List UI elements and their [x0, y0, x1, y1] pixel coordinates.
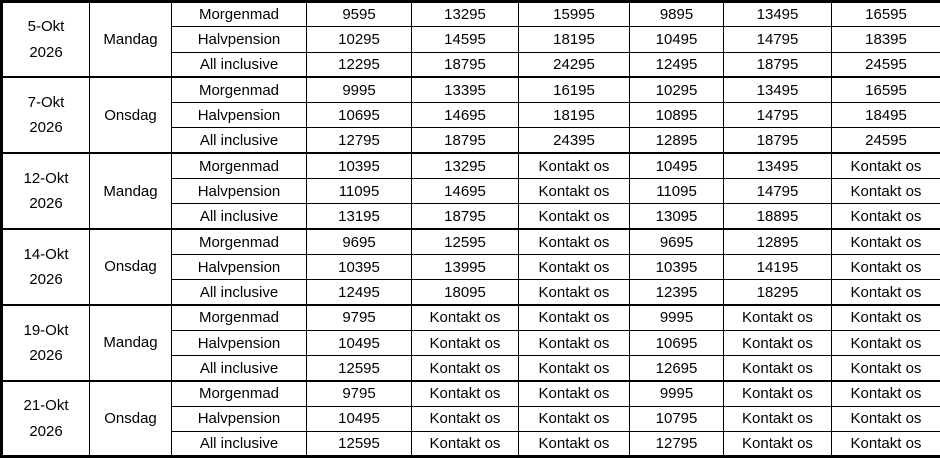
price-cell: 18195	[519, 27, 630, 52]
contact-us-cell: Kontakt os	[832, 356, 940, 381]
contact-us-cell: Kontakt os	[412, 381, 519, 406]
meal-plan-cell: Halvpension	[172, 406, 307, 431]
price-cell: 18295	[724, 280, 832, 305]
price-cell: 12895	[724, 229, 832, 254]
price-cell: 13195	[307, 204, 412, 229]
weekday-cell	[90, 153, 172, 229]
table-row	[2, 153, 940, 178]
weekday-label: Onsdag	[90, 406, 171, 431]
contact-us-cell: Kontakt os	[832, 305, 940, 330]
price-cell: 10495	[630, 27, 724, 52]
contact-us-cell: Kontakt os	[519, 432, 630, 457]
weekday-label: Mandag	[90, 330, 171, 355]
meal-plan-cell: Halvpension	[172, 330, 307, 355]
price-cell: 10295	[307, 27, 412, 52]
date-year: 2026	[3, 191, 89, 216]
contact-us-cell: Kontakt os	[724, 330, 832, 355]
contact-us-cell: Kontakt os	[412, 330, 519, 355]
contact-us-cell: Kontakt os	[832, 381, 940, 406]
contact-us-cell: Kontakt os	[832, 229, 940, 254]
price-cell: 24595	[832, 52, 940, 77]
price-cell: 9995	[307, 77, 412, 102]
weekday-cell	[90, 381, 172, 457]
date-year: 2026	[3, 419, 89, 444]
price-cell: 12395	[630, 280, 724, 305]
price-cell: 18095	[412, 280, 519, 305]
meal-plan-cell: All inclusive	[172, 52, 307, 77]
price-cell: 12795	[307, 128, 412, 153]
price-cell: 13095	[630, 204, 724, 229]
price-cell: 10895	[630, 103, 724, 128]
price-cell: 18795	[412, 52, 519, 77]
meal-plan-cell: Morgenmad	[172, 381, 307, 406]
price-cell: 14695	[412, 179, 519, 204]
price-cell: 12495	[630, 52, 724, 77]
date-day-month: 7-Okt	[3, 90, 89, 115]
contact-us-cell: Kontakt os	[412, 432, 519, 457]
contact-us-cell: Kontakt os	[832, 179, 940, 204]
price-cell: 18795	[412, 204, 519, 229]
date-day-month: 14-Okt	[3, 242, 89, 267]
date-cell	[2, 305, 90, 381]
price-cell: 9595	[307, 2, 412, 27]
contact-us-cell: Kontakt os	[832, 153, 940, 178]
price-cell: 18795	[724, 52, 832, 77]
meal-plan-cell: All inclusive	[172, 356, 307, 381]
contact-us-cell: Kontakt os	[832, 204, 940, 229]
meal-plan-cell: Morgenmad	[172, 305, 307, 330]
meal-plan-cell: Morgenmad	[172, 2, 307, 27]
price-cell: 10495	[630, 153, 724, 178]
date-cell	[2, 229, 90, 305]
price-cell: 10795	[630, 406, 724, 431]
weekday-cell	[90, 305, 172, 381]
meal-plan-cell: All inclusive	[172, 280, 307, 305]
date-day-month: 19-Okt	[3, 318, 89, 343]
weekday-cell	[90, 77, 172, 153]
weekday-label: Onsdag	[90, 254, 171, 279]
price-cell: 10395	[307, 153, 412, 178]
meal-plan-cell: Morgenmad	[172, 153, 307, 178]
meal-plan-cell: Halvpension	[172, 179, 307, 204]
price-cell: 14795	[724, 27, 832, 52]
contact-us-cell: Kontakt os	[519, 153, 630, 178]
price-cell: 9695	[307, 229, 412, 254]
price-cell: 10295	[630, 77, 724, 102]
meal-plan-cell: Halvpension	[172, 254, 307, 279]
contact-us-cell: Kontakt os	[519, 280, 630, 305]
date-cell	[2, 153, 90, 229]
price-cell: 10495	[307, 406, 412, 431]
price-cell: 10695	[307, 103, 412, 128]
price-cell: 10695	[630, 330, 724, 355]
price-cell: 18495	[832, 103, 940, 128]
contact-us-cell: Kontakt os	[519, 305, 630, 330]
price-cell: 24395	[519, 128, 630, 153]
contact-us-cell: Kontakt os	[412, 356, 519, 381]
price-cell: 13295	[412, 153, 519, 178]
table-row	[2, 2, 940, 27]
weekday-label: Onsdag	[90, 103, 171, 128]
price-cell: 9795	[307, 305, 412, 330]
meal-plan-cell: All inclusive	[172, 432, 307, 457]
weekday-cell	[90, 229, 172, 305]
price-table-body	[2, 2, 940, 457]
price-cell: 12495	[307, 280, 412, 305]
price-cell: 16195	[519, 77, 630, 102]
date-cell	[2, 381, 90, 457]
price-cell: 13495	[724, 2, 832, 27]
date-year: 2026	[3, 343, 89, 368]
price-cell: 15995	[519, 2, 630, 27]
price-cell: 11095	[630, 179, 724, 204]
price-cell: 12595	[307, 356, 412, 381]
price-cell: 14195	[724, 254, 832, 279]
contact-us-cell: Kontakt os	[519, 179, 630, 204]
price-cell: 14595	[412, 27, 519, 52]
contact-us-cell: Kontakt os	[832, 280, 940, 305]
meal-plan-cell: All inclusive	[172, 128, 307, 153]
table-row	[2, 305, 940, 330]
contact-us-cell: Kontakt os	[519, 330, 630, 355]
price-cell: 13495	[724, 153, 832, 178]
price-cell: 14795	[724, 179, 832, 204]
contact-us-cell: Kontakt os	[832, 406, 940, 431]
date-day-month: 5-Okt	[3, 14, 89, 39]
price-cell: 18195	[519, 103, 630, 128]
price-cell: 24295	[519, 52, 630, 77]
date-year: 2026	[3, 40, 89, 65]
price-cell: 13995	[412, 254, 519, 279]
contact-us-cell: Kontakt os	[519, 381, 630, 406]
price-cell: 12695	[630, 356, 724, 381]
price-cell: 13395	[412, 77, 519, 102]
price-cell: 18795	[412, 128, 519, 153]
price-cell: 16595	[832, 2, 940, 27]
meal-plan-cell: Morgenmad	[172, 77, 307, 102]
price-cell: 18395	[832, 27, 940, 52]
price-cell: 24595	[832, 128, 940, 153]
contact-us-cell: Kontakt os	[832, 432, 940, 457]
price-cell: 12795	[630, 432, 724, 457]
price-cell: 12595	[412, 229, 519, 254]
date-cell	[2, 77, 90, 153]
price-cell: 12895	[630, 128, 724, 153]
price-cell: 18895	[724, 204, 832, 229]
table-row	[2, 77, 940, 102]
contact-us-cell: Kontakt os	[519, 229, 630, 254]
price-cell: 12295	[307, 52, 412, 77]
price-cell: 18795	[724, 128, 832, 153]
price-cell: 14695	[412, 103, 519, 128]
date-year: 2026	[3, 115, 89, 140]
contact-us-cell: Kontakt os	[519, 406, 630, 431]
price-cell: 11095	[307, 179, 412, 204]
price-cell: 9995	[630, 305, 724, 330]
price-cell: 16595	[832, 77, 940, 102]
weekday-label: Mandag	[90, 179, 171, 204]
contact-us-cell: Kontakt os	[519, 254, 630, 279]
meal-plan-cell: Halvpension	[172, 27, 307, 52]
date-day-month: 12-Okt	[3, 166, 89, 191]
contact-us-cell: Kontakt os	[832, 330, 940, 355]
meal-plan-cell: Morgenmad	[172, 229, 307, 254]
contact-us-cell: Kontakt os	[724, 356, 832, 381]
contact-us-cell: Kontakt os	[724, 406, 832, 431]
price-cell: 9995	[630, 381, 724, 406]
price-cell: 14795	[724, 103, 832, 128]
meal-plan-cell: Halvpension	[172, 103, 307, 128]
contact-us-cell: Kontakt os	[724, 381, 832, 406]
meal-plan-cell: All inclusive	[172, 204, 307, 229]
contact-us-cell: Kontakt os	[519, 356, 630, 381]
contact-us-cell: Kontakt os	[724, 432, 832, 457]
price-cell: 9695	[630, 229, 724, 254]
date-cell	[2, 2, 90, 78]
date-year: 2026	[3, 267, 89, 292]
date-day-month: 21-Okt	[3, 393, 89, 418]
table-row	[2, 229, 940, 254]
contact-us-cell: Kontakt os	[412, 305, 519, 330]
weekday-label: Mandag	[90, 27, 171, 52]
price-cell: 13495	[724, 77, 832, 102]
weekday-cell	[90, 2, 172, 78]
contact-us-cell: Kontakt os	[724, 305, 832, 330]
price-cell: 10395	[630, 254, 724, 279]
table-row	[2, 381, 940, 406]
price-cell: 12595	[307, 432, 412, 457]
price-cell: 9895	[630, 2, 724, 27]
price-cell: 10395	[307, 254, 412, 279]
price-cell: 13295	[412, 2, 519, 27]
price-cell: 9795	[307, 381, 412, 406]
price-cell: 10495	[307, 330, 412, 355]
contact-us-cell: Kontakt os	[519, 204, 630, 229]
contact-us-cell: Kontakt os	[412, 406, 519, 431]
contact-us-cell: Kontakt os	[832, 254, 940, 279]
